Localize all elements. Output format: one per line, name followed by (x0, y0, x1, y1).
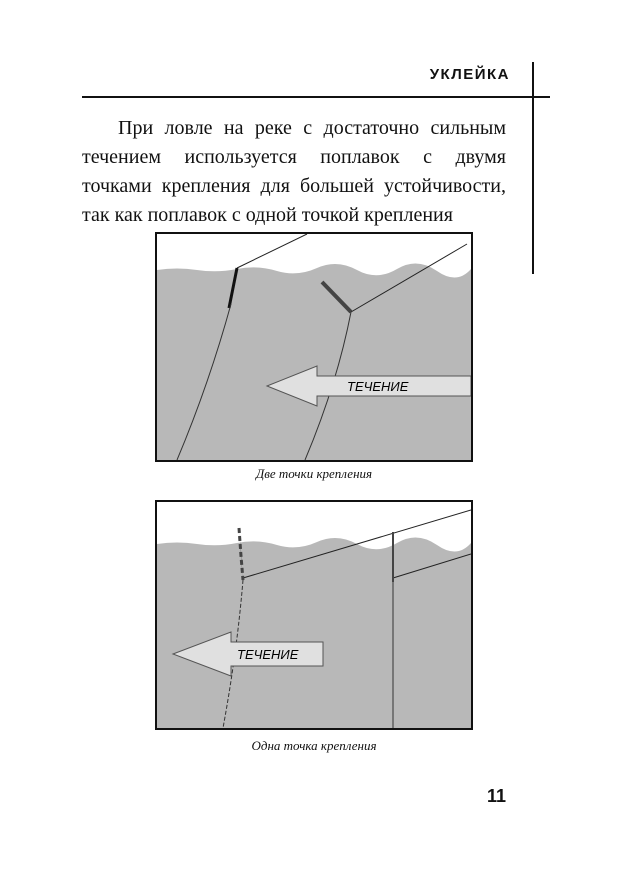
figure-two-attachment-points (155, 232, 473, 462)
margin-rule (532, 62, 534, 274)
figure-one-attachment-point (155, 500, 473, 730)
paragraph: При ловле на реке с достаточно сильным течением используется поплавок с двумя точками крепления для большей устойчивости, так как поплавок с одной точкой крепления (82, 117, 506, 226)
flow-label: ТЕЧЕНИЕ (237, 647, 299, 662)
running-header: УКЛЕЙКА (429, 66, 510, 83)
figure-caption: Две точки крепления (255, 466, 373, 481)
water-body (157, 263, 471, 460)
water-body (157, 537, 471, 728)
figure-caption: Одна точка крепления (251, 738, 377, 753)
page-number: 11 (487, 786, 507, 806)
fishing-line (237, 234, 307, 268)
flow-label: ТЕЧЕНИЕ (347, 379, 409, 394)
header-rule (82, 96, 550, 98)
body-text (82, 114, 506, 230)
